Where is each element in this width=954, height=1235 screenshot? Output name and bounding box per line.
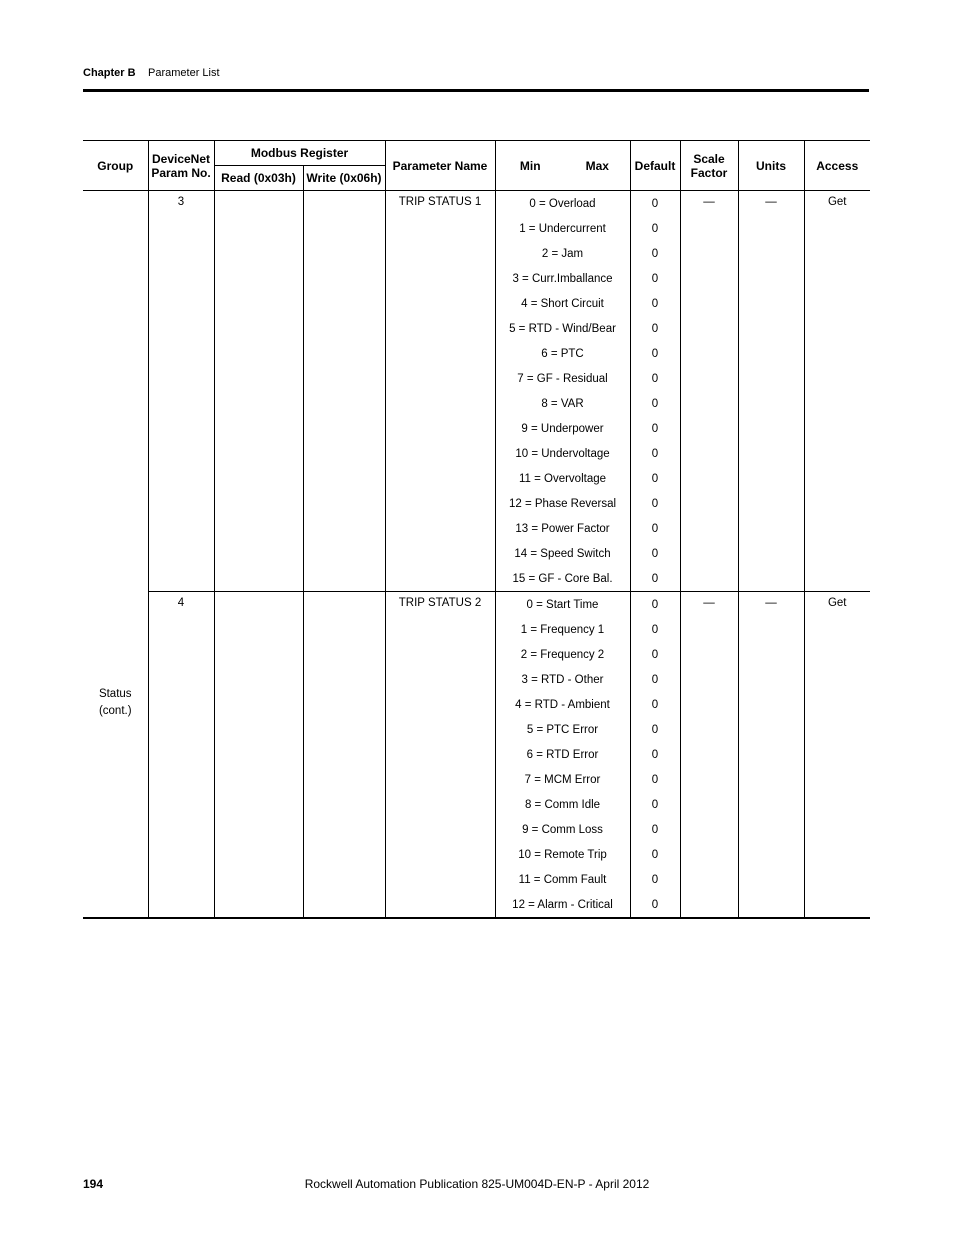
default-cell: 0 xyxy=(630,617,680,642)
default-cell: 0 xyxy=(630,416,680,441)
min-cell: 6 = PTC xyxy=(495,341,630,366)
min-cell: 5 = PTC Error xyxy=(495,717,630,742)
min-cell: 11 = Overvoltage xyxy=(495,466,630,491)
scale-factor-cell: — xyxy=(680,592,738,919)
default-cell: 0 xyxy=(630,867,680,892)
min-cell: 0 = Start Time xyxy=(495,592,630,618)
min-cell: 8 = Comm Idle xyxy=(495,792,630,817)
min-cell: 9 = Comm Loss xyxy=(495,817,630,842)
section-title: Parameter List xyxy=(148,67,220,79)
min-cell: 6 = RTD Error xyxy=(495,742,630,767)
col-min: Min xyxy=(495,141,565,191)
col-group: Group xyxy=(83,141,148,191)
default-cell: 0 xyxy=(630,817,680,842)
write-register-cell xyxy=(303,592,385,919)
default-cell: 0 xyxy=(630,592,680,618)
min-cell: 14 = Speed Switch xyxy=(495,541,630,566)
min-cell: 10 = Undervoltage xyxy=(495,441,630,466)
min-cell: 8 = VAR xyxy=(495,391,630,416)
min-cell: 4 = Short Circuit xyxy=(495,291,630,316)
read-register-cell xyxy=(214,191,303,592)
min-cell: 7 = GF - Residual xyxy=(495,366,630,391)
units-cell: — xyxy=(738,592,804,919)
min-cell: 3 = RTD - Other xyxy=(495,667,630,692)
units-cell: — xyxy=(738,191,804,592)
table-body xyxy=(83,191,870,919)
default-cell: 0 xyxy=(630,717,680,742)
default-cell: 0 xyxy=(630,466,680,491)
col-units: Units xyxy=(738,141,804,191)
min-cell: 5 = RTD - Wind/Bear xyxy=(495,316,630,341)
col-devicenet-line1: DeviceNet xyxy=(151,151,211,166)
col-scale-line1: Scale xyxy=(693,151,725,166)
col-scale-line2: Factor xyxy=(690,165,728,180)
default-cell: 0 xyxy=(630,316,680,341)
default-cell: 0 xyxy=(630,441,680,466)
parameter-table xyxy=(83,140,870,919)
parameter-name-cell: TRIP STATUS 1 xyxy=(385,191,495,592)
min-cell: 9 = Underpower xyxy=(495,416,630,441)
col-modbus-register: Modbus Register xyxy=(214,141,385,166)
default-cell: 0 xyxy=(630,667,680,692)
col-max: Max xyxy=(565,141,630,191)
read-register-cell xyxy=(214,592,303,919)
col-access: Access xyxy=(804,141,870,191)
default-cell: 0 xyxy=(630,892,680,918)
col-write: Write (0x06h) xyxy=(303,166,385,191)
min-cell: 12 = Phase Reversal xyxy=(495,491,630,516)
min-cell: 0 = Overload xyxy=(495,191,630,217)
group-cell xyxy=(83,191,148,919)
default-cell: 0 xyxy=(630,692,680,717)
param-no-cell: 3 xyxy=(148,191,214,592)
default-cell: 0 xyxy=(630,366,680,391)
param-no-cell: 4 xyxy=(148,592,214,919)
page-number: 194 xyxy=(83,1177,104,1191)
default-cell: 0 xyxy=(630,291,680,316)
default-cell: 0 xyxy=(630,642,680,667)
table-row xyxy=(83,592,870,618)
default-cell: 0 xyxy=(630,541,680,566)
min-cell: 2 = Jam xyxy=(495,241,630,266)
col-read: Read (0x03h) xyxy=(214,166,303,191)
col-devicenet-line2: Param No. xyxy=(151,165,211,180)
scale-factor-cell: — xyxy=(680,191,738,592)
min-cell: 4 = RTD - Ambient xyxy=(495,692,630,717)
min-cell: 2 = Frequency 2 xyxy=(495,642,630,667)
min-cell: 11 = Comm Fault xyxy=(495,867,630,892)
chapter-label: Chapter B xyxy=(83,67,136,79)
group-label-line1: Status xyxy=(98,688,132,700)
default-cell: 0 xyxy=(630,566,680,592)
header-rule xyxy=(83,89,869,92)
min-cell: 1 = Frequency 1 xyxy=(495,617,630,642)
default-cell: 0 xyxy=(630,266,680,291)
default-cell: 0 xyxy=(630,391,680,416)
table-header xyxy=(83,141,870,191)
group-label-line2: (cont.) xyxy=(98,705,132,717)
publication-text: Rockwell Automation Publication 825-UM004D-EN-P - April 2012 xyxy=(304,1177,650,1191)
min-cell: 13 = Power Factor xyxy=(495,516,630,541)
min-cell: 1 = Undercurrent xyxy=(495,216,630,241)
access-cell: Get xyxy=(804,592,870,919)
min-cell: 7 = MCM Error xyxy=(495,767,630,792)
parameter-name-cell: TRIP STATUS 2 xyxy=(385,592,495,919)
access-cell: Get xyxy=(804,191,870,592)
default-cell: 0 xyxy=(630,491,680,516)
table-row xyxy=(83,191,870,217)
min-cell: 12 = Alarm - Critical xyxy=(495,892,630,918)
default-cell: 0 xyxy=(630,241,680,266)
min-cell: 10 = Remote Trip xyxy=(495,842,630,867)
write-register-cell xyxy=(303,191,385,592)
col-parameter-name: Parameter Name xyxy=(385,141,495,191)
default-cell: 0 xyxy=(630,792,680,817)
default-cell: 0 xyxy=(630,767,680,792)
default-cell: 0 xyxy=(630,216,680,241)
col-scale-factor xyxy=(680,141,738,191)
default-cell: 0 xyxy=(630,191,680,217)
default-cell: 0 xyxy=(630,516,680,541)
min-cell: 3 = Curr.Imballance xyxy=(495,266,630,291)
default-cell: 0 xyxy=(630,341,680,366)
default-cell: 0 xyxy=(630,842,680,867)
col-default: Default xyxy=(630,141,680,191)
default-cell: 0 xyxy=(630,742,680,767)
col-devicenet xyxy=(148,141,214,191)
min-cell: 15 = GF - Core Bal. xyxy=(495,566,630,592)
publication-footer xyxy=(0,1177,954,1191)
